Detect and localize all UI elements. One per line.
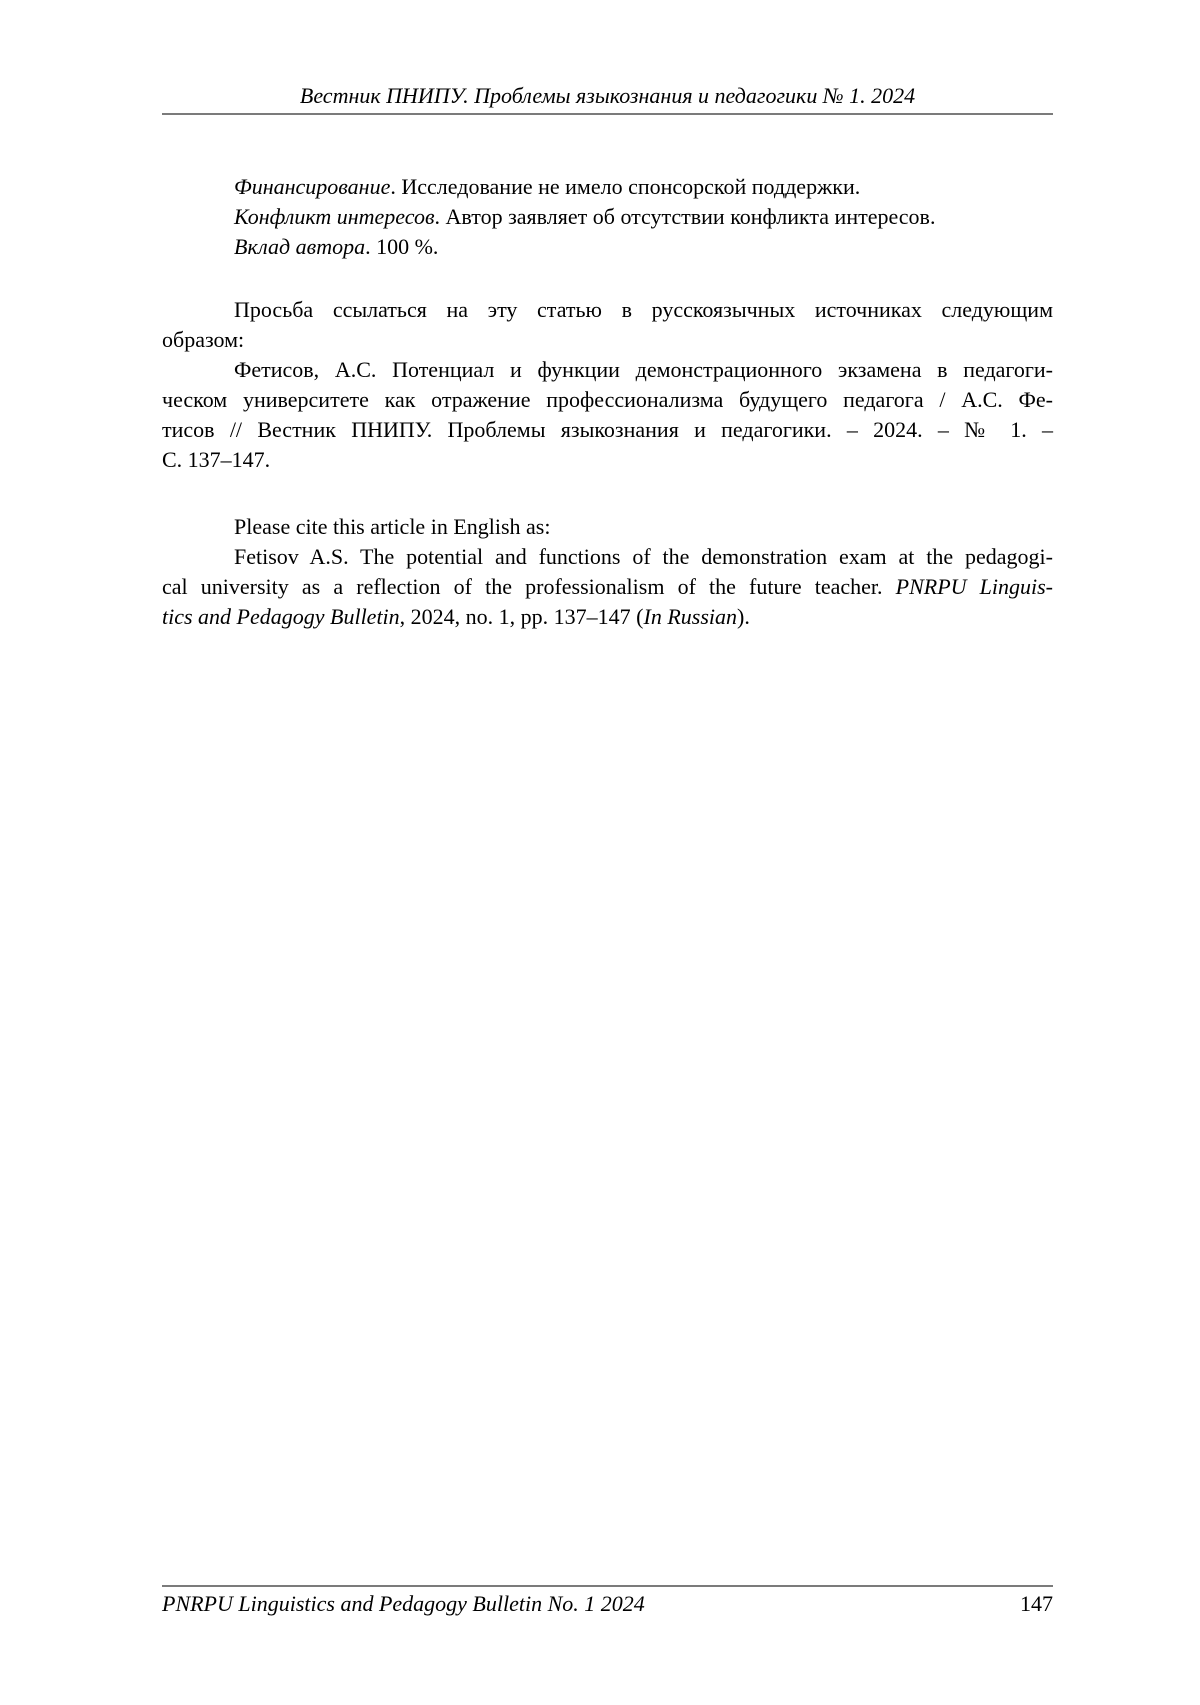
page-body [162,172,1053,632]
footer-row [162,1590,1053,1618]
contribution-label: Вклад автора [234,234,366,259]
citation-request-line: образом: [162,327,245,352]
spacer [162,475,1053,512]
citation-en-text: ). [737,604,750,629]
citation-en-text: , 2024, no. 1, pp. 137–147 ( [399,604,644,629]
journal-header-title: Вестник ПНИПУ. Проблемы языкознания и педагогики № 1. 2024 [299,83,916,108]
contribution-text: . 100 %. [365,234,439,259]
citation-ru-line: тисов // Вестник ПНИПУ. Проблемы языкознания и педагогики. – 2024. – № 1. – [162,417,1053,442]
contribution-statement [162,232,1053,262]
spacer [162,262,1053,295]
citation-en-line [162,572,1053,602]
citation-ru-line: Фетисов, А.С. Потенциал и функции демонстрационного экзамена в педагоги- [234,357,1053,382]
citation-ru-line: ческом университете как отражение профессионализма будущего педагога / А.С. Фе- [162,387,1053,412]
citation-en-text: cal university as a reflection of the professionalism of the future teacher. [162,574,896,599]
citation-en-line [162,602,1053,632]
funding-text: . Исследование не имело спонсорской поддержки. [390,174,861,199]
funding-label: Финансирование [234,174,391,199]
citation-ru-line: С. 137–147. [162,447,271,472]
citation-request-ru [162,295,1053,355]
citation-en-line: Fetisov A.S. The potential and functions of the demonstration exam at the pedagogi- [234,544,1053,569]
funding-statement [162,172,1053,202]
citation-en-language-note: In Russian [643,604,737,629]
footer-journal-title: PNRPU Linguistics and Pedagogy Bulletin No. 1 2024 [162,1591,645,1616]
citation-en-journal: PNRPU Linguis- [895,574,1053,599]
conflict-label: Конфликт интересов [234,204,435,229]
citation-request-line: Просьба ссылаться на эту статью в русскоязычных источниках следующим [234,297,1053,322]
citation-en-journal: tics and Pedagogy Bulletin [162,604,400,629]
header-rule [162,113,1053,115]
citation-request-en: Please cite this article in English as: [234,514,551,539]
page-header [162,81,1053,115]
page-number: 147 [1020,1591,1053,1616]
citation-en [162,542,1053,632]
citation-ru [162,355,1053,475]
page-footer [162,1585,1053,1618]
footer-rule [162,1585,1053,1587]
conflict-statement [162,202,1053,232]
conflict-text: . Автор заявляет об отсутствии конфликта интересов. [434,204,936,229]
